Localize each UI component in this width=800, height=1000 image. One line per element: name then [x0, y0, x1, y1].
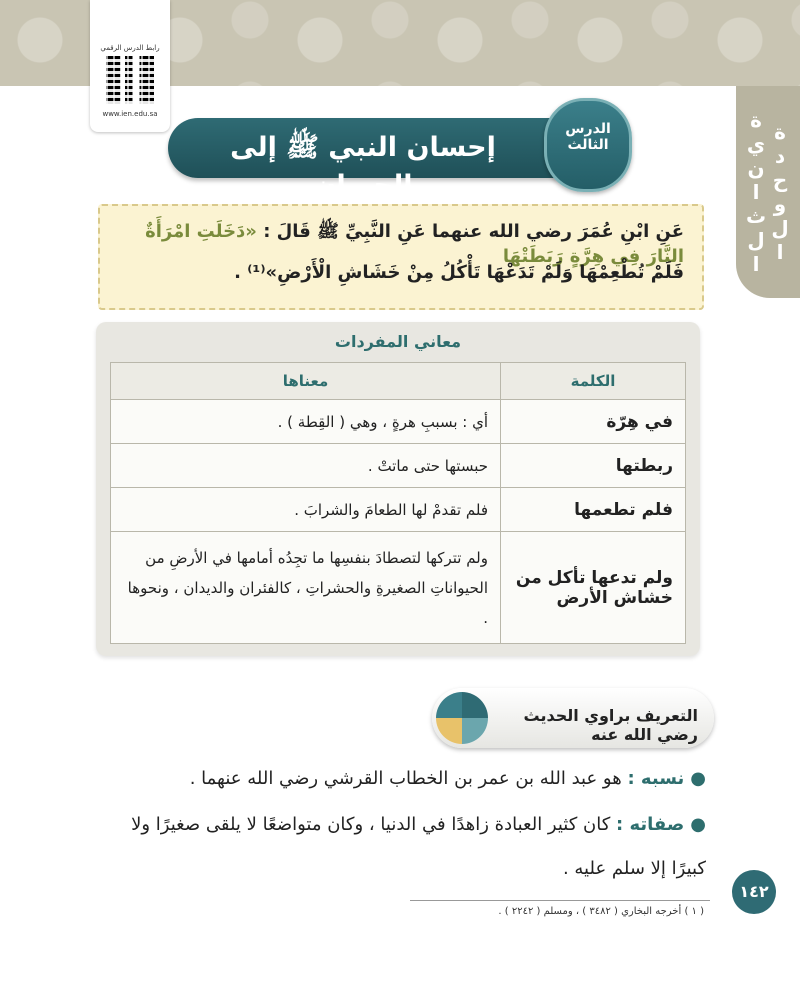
table-row	[111, 532, 686, 644]
traits-key: صفاته :	[616, 814, 685, 835]
narrator-section-title: التعريف براوي الحديث رضي الله عنه	[523, 706, 698, 744]
unit-tab	[736, 86, 800, 298]
bullet-icon: ●	[690, 768, 706, 789]
vocab-word: ربطتها	[501, 444, 686, 488]
vocab-meaning: حبستها حتى ماتتْ .	[111, 444, 501, 488]
footnote-divider	[410, 900, 710, 901]
page-number: ١٤٢	[732, 870, 776, 914]
lesson-title: إحسان النبي ﷺ إلى الحيوان	[230, 132, 496, 201]
hadith-box	[98, 204, 704, 310]
lineage-value: هو عبد الله بن عمر بن الخطاب القرشي رضي الله عنهما .	[189, 768, 622, 789]
vocab-word: فلم تطعمها	[501, 488, 686, 532]
traits-line-2: كبيرًا إلا سلم عليه .	[562, 858, 706, 879]
bullet-icon: ●	[690, 814, 706, 835]
hadith-narrator: عَنِ ابْنِ عُمَرَ رضي الله عنهما عَنِ النَّبِيِّ ﷺ قَالَ :	[256, 221, 684, 242]
lesson-badge	[544, 98, 632, 192]
hadith-text-1: «دَخَلَتِ امْرَأَةٌ النَّارَ فِي هِرَّةٍ رَبَطَتْهَا	[145, 221, 684, 267]
table-header-row	[111, 363, 686, 400]
footnote: ( ١ ) أخرجه البخاري ( ٣٤٨٢ ) ، ومسلم ( ٢٢٤٢ ) .	[498, 906, 704, 917]
vocab-meaning: أي : بسببِ هرةٍ ، وهي ( القِطة ) .	[111, 400, 501, 444]
vocab-meaning: ولم تتركها لتصطادَ بنفسِها ما تجِدُه أمامها في الأرضِ من الحيواناتِ الصغيرةِ والحشراتِ ، كالفئران والديدان ، ونحوها .	[111, 532, 501, 644]
table-row	[111, 488, 686, 532]
qr-label: رابط الدرس الرقمي	[100, 44, 160, 52]
traits-value: كان كثير العبادة زاهدًا في الدنيا ، وكان متواضعًا لا يلقى صغيرًا ولا	[131, 814, 611, 835]
unit-label: الوحدة الثانية	[744, 108, 792, 276]
lesson-badge-line1: الدرس	[565, 121, 611, 137]
qr-card[interactable]	[90, 0, 170, 132]
vocabulary-title: معاني المفردات	[334, 332, 462, 351]
qr-url[interactable]: www.ien.edu.sa	[102, 110, 158, 118]
lesson-badge-line2: الثالث	[567, 137, 609, 153]
qr-code-icon[interactable]	[106, 56, 154, 104]
narrator-section-header	[432, 688, 714, 748]
vocab-meaning: فلم تقدمْ لها الطعامَ والشرابَ .	[111, 488, 501, 532]
vocab-word: في هِرّة	[501, 400, 686, 444]
table-row	[111, 400, 686, 444]
lineage-line	[96, 768, 706, 789]
vocabulary-table	[110, 362, 686, 644]
vocabulary-panel	[96, 322, 700, 656]
column-meaning-header: معناها	[111, 363, 501, 400]
column-word-header: الكلمة	[501, 363, 686, 400]
vocab-word: ولم تدعها تأكل من خشاش الأرض	[501, 532, 686, 644]
section-wheel-icon	[436, 692, 488, 744]
table-row	[111, 444, 686, 488]
lineage-key: نسبه :	[627, 768, 685, 789]
hadith-line-2: فَلَمْ تُطْعِمْهَا وَلَمْ تَدَعْهَا تَأْكُلُ مِنْ خَشَاشِ الْأَرْضِ»⁽¹⁾ .	[234, 262, 684, 283]
traits-line	[96, 814, 706, 835]
hadith-line-1	[114, 220, 684, 267]
